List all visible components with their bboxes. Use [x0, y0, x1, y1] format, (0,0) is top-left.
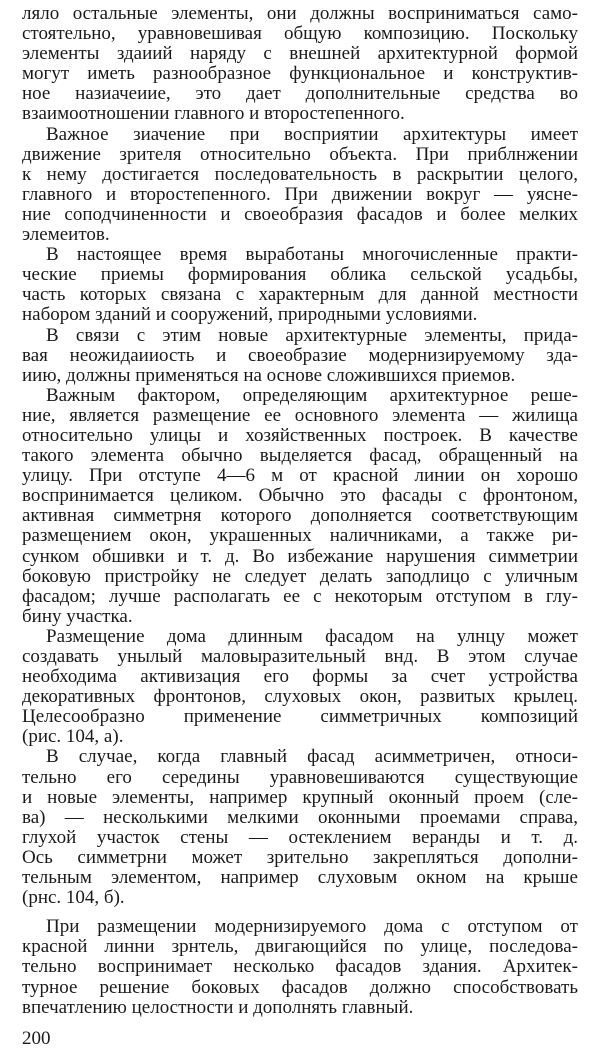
- text-line: ное назиачеиие, это дает дополнительные средства во: [22, 83, 578, 105]
- text-line: (рнс. 104, б).: [22, 887, 125, 909]
- text-line: размещением окон, украшенных наличниками, а также ри-: [22, 525, 578, 547]
- text-line: улицу. При отступе 4—6 м от красной линии он хорошо: [22, 465, 578, 487]
- text-line: впечатлению целостности и дополнять главный.: [22, 996, 414, 1018]
- text-line: и новые элементы, например крупный оконный проем (сле-: [22, 786, 578, 808]
- text-line: бину участка.: [22, 605, 133, 627]
- text-line: сунком обшивки и т. д. Во избежание нарушения симметрии: [22, 545, 578, 567]
- paragraph: [22, 627, 578, 748]
- text-line: Целесообразно применение симметричных композиций: [22, 706, 578, 728]
- text-line: взаимоотношении главного и второстепенного.: [22, 103, 405, 125]
- text-line: такого элемента обычно выделяется фасад, обращенный на: [22, 445, 578, 467]
- text-line: ческие приемы формирования облика сельской усадьбы,: [22, 264, 578, 286]
- text-line: элемеитов.: [22, 224, 110, 246]
- text-line: необходима активизация его формы за счет устройства: [22, 666, 578, 688]
- paragraph: [22, 4, 578, 125]
- text-line: часть которых связана с характерным для данной местности: [22, 284, 578, 306]
- text-line: В связи с этим новые архитектурные элементы, прида-: [46, 324, 578, 346]
- text-line: воспринимается целиком. Обычно это фасады с фронтоном,: [22, 485, 578, 507]
- text-line: турное решение боковых фасадов должно способствовать: [22, 976, 578, 998]
- page-number: 200: [22, 1028, 51, 1049]
- page-body-text: [22, 4, 578, 1018]
- text-line: ва) — несколькими мелкими оконными проемами справа,: [22, 806, 578, 828]
- paragraph: [22, 326, 578, 386]
- text-line: тельно его середины уравновешиваются существующие: [22, 766, 578, 788]
- paragraph: [22, 245, 578, 325]
- text-line: ние, является размещение ее основного элемента — жилища: [22, 404, 578, 426]
- paragraph: [22, 917, 578, 1017]
- text-line: При размещении модернизируемого дома с отступом от: [46, 916, 578, 938]
- text-line: (рис. 104, а).: [22, 726, 124, 748]
- text-line: Важное зиачение при восприятии архитектуры имеет: [46, 123, 578, 145]
- text-line: Важным фактором, определяющим архитектурное реше-: [46, 384, 578, 406]
- text-line: боковую пристройку не следует делать заподлицо с уличным: [22, 565, 578, 587]
- text-line: фасадом; лучше располагать ее с некоторым отступом в глу-: [22, 585, 578, 607]
- text-line: В настоящее время выработаны многочисленные практи-: [46, 244, 578, 266]
- text-line: к нему достигается последовательность в раскрытии целого,: [22, 163, 578, 185]
- text-line: тельно воспринимает несколько фасадов здания. Архитек-: [22, 956, 578, 978]
- paragraph: [22, 386, 578, 627]
- text-line: вая неожидаииость и своеобразие модернизируемому зда-: [22, 344, 578, 366]
- text-line: активная симметрня которого дополняется соответствующим: [22, 505, 578, 527]
- text-line: набором зданий и сооружений, природными условиями.: [22, 304, 478, 326]
- text-line: элементы здаиий наряду с внешней архитектурной формой: [22, 43, 578, 65]
- text-line: декоративных фронтонов, слуховых окон, развитых крылец.: [22, 686, 578, 708]
- text-line: могут иметь разнообразное функциональное и конструктив-: [22, 63, 578, 85]
- text-line: глухой участок стены — остеклением веранды и т. д.: [22, 826, 578, 848]
- paragraph: [22, 125, 578, 246]
- text-line: движение зрителя относительно объекта. При приблнжении: [22, 143, 578, 165]
- text-line: Размещение дома длинным фасадом на улнцу может: [46, 625, 578, 647]
- text-line: создавать унылый маловыразительный внд. В этом случае: [22, 646, 578, 667]
- text-line: Ось симметрни может зрительно закрепляться дополни-: [22, 846, 578, 868]
- text-line: главного и второстепенного. При движении вокруг — уясне-: [22, 183, 578, 205]
- text-line: ние соподчиненности и своеобразия фасадов и более мелких: [22, 203, 578, 225]
- text-line: красной линни зрнтель, двигающийся по улице, последова-: [22, 936, 578, 958]
- text-line: стоятельно, уравновешивая общую композицию. Поскольку: [22, 23, 578, 45]
- text-line: В случае, когда главный фасад асимметричен, относи-: [46, 746, 578, 768]
- text-line: тельным элементом, например слуховым окном на крыше: [22, 867, 578, 889]
- text-line: относительно улицы и хозяйственных построек. В качестве: [22, 424, 578, 446]
- paragraph: [22, 747, 578, 908]
- text-line: иию, должны применяться на основе сложившихся приемов.: [22, 364, 516, 386]
- text-line: ляло остальные элементы, они должны восприниматься само-: [22, 3, 578, 24]
